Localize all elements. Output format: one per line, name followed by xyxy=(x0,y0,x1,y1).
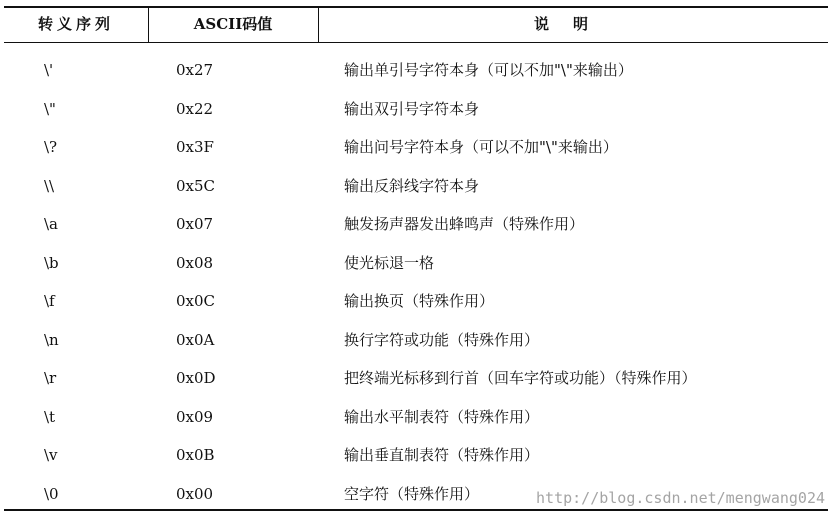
escape-sequence-cell: \n xyxy=(44,326,59,354)
ascii-value-cell: 0x0C xyxy=(176,287,215,315)
table-row xyxy=(4,56,828,95)
ascii-value-cell: 0x3F xyxy=(176,133,214,161)
ascii-value-cell: 0x0D xyxy=(176,364,216,392)
description-cell: 换行字符或功能（特殊作用） xyxy=(344,326,539,354)
table-row xyxy=(4,287,828,326)
ascii-value-cell: 0x00 xyxy=(176,480,213,508)
description-cell: 输出双引号字符本身 xyxy=(344,95,479,123)
description-cell: 输出水平制表符（特殊作用） xyxy=(344,403,539,431)
escape-sequence-cell: \? xyxy=(44,133,57,161)
table-row xyxy=(4,326,828,365)
description-cell: 输出单引号字符本身（可以不加"\"来输出） xyxy=(344,56,633,84)
ascii-value-cell: 0x27 xyxy=(176,56,213,84)
watermark-text: http://blog.csdn.net/mengwang024 xyxy=(536,489,825,507)
escape-sequence-cell: \r xyxy=(44,364,56,392)
table-row xyxy=(4,95,828,134)
header-description: 说明 xyxy=(318,6,828,42)
escape-sequence-cell: \v xyxy=(44,441,58,469)
ascii-value-cell: 0x5C xyxy=(176,172,215,200)
table-row xyxy=(4,441,828,480)
description-cell: 使光标退一格 xyxy=(344,249,434,277)
table-row xyxy=(4,133,828,172)
ascii-value-cell: 0x07 xyxy=(176,210,213,238)
ascii-value-cell: 0x0B xyxy=(176,441,215,469)
description-cell: 输出垂直制表符（特殊作用） xyxy=(344,441,539,469)
table-header-rule xyxy=(4,42,828,43)
escape-sequence-cell: \" xyxy=(44,95,56,123)
description-cell: 输出问号字符本身（可以不加"\"来输出） xyxy=(344,133,618,161)
description-cell: 把终端光标移到行首（回车字符或功能）（特殊作用） xyxy=(344,364,697,392)
escape-sequence-cell: \' xyxy=(44,56,53,84)
escape-sequence-cell: \b xyxy=(44,249,59,277)
escape-sequence-table xyxy=(4,6,828,511)
escape-sequence-cell: \0 xyxy=(44,480,59,508)
table-row xyxy=(4,364,828,403)
table-body xyxy=(4,56,828,518)
table-row xyxy=(4,249,828,288)
escape-sequence-cell: \\ xyxy=(44,172,54,200)
table-row xyxy=(4,210,828,249)
escape-sequence-cell: \t xyxy=(44,403,55,431)
header-ascii-value: ASCII码值 xyxy=(148,6,318,42)
table-row xyxy=(4,172,828,211)
description-cell: 空字符（特殊作用） xyxy=(344,480,479,508)
table-row xyxy=(4,403,828,442)
description-cell: 输出反斜线字符本身 xyxy=(344,172,479,200)
ascii-value-cell: 0x22 xyxy=(176,95,213,123)
escape-sequence-cell: \f xyxy=(44,287,55,315)
escape-sequence-cell: \a xyxy=(44,210,58,238)
description-cell: 输出换页（特殊作用） xyxy=(344,287,494,315)
ascii-value-cell: 0x0A xyxy=(176,326,214,354)
ascii-value-cell: 0x08 xyxy=(176,249,213,277)
header-escape-sequence: 转义序列 xyxy=(4,6,148,42)
ascii-value-cell: 0x09 xyxy=(176,403,213,431)
description-cell: 触发扬声器发出蜂鸣声（特殊作用） xyxy=(344,210,584,238)
